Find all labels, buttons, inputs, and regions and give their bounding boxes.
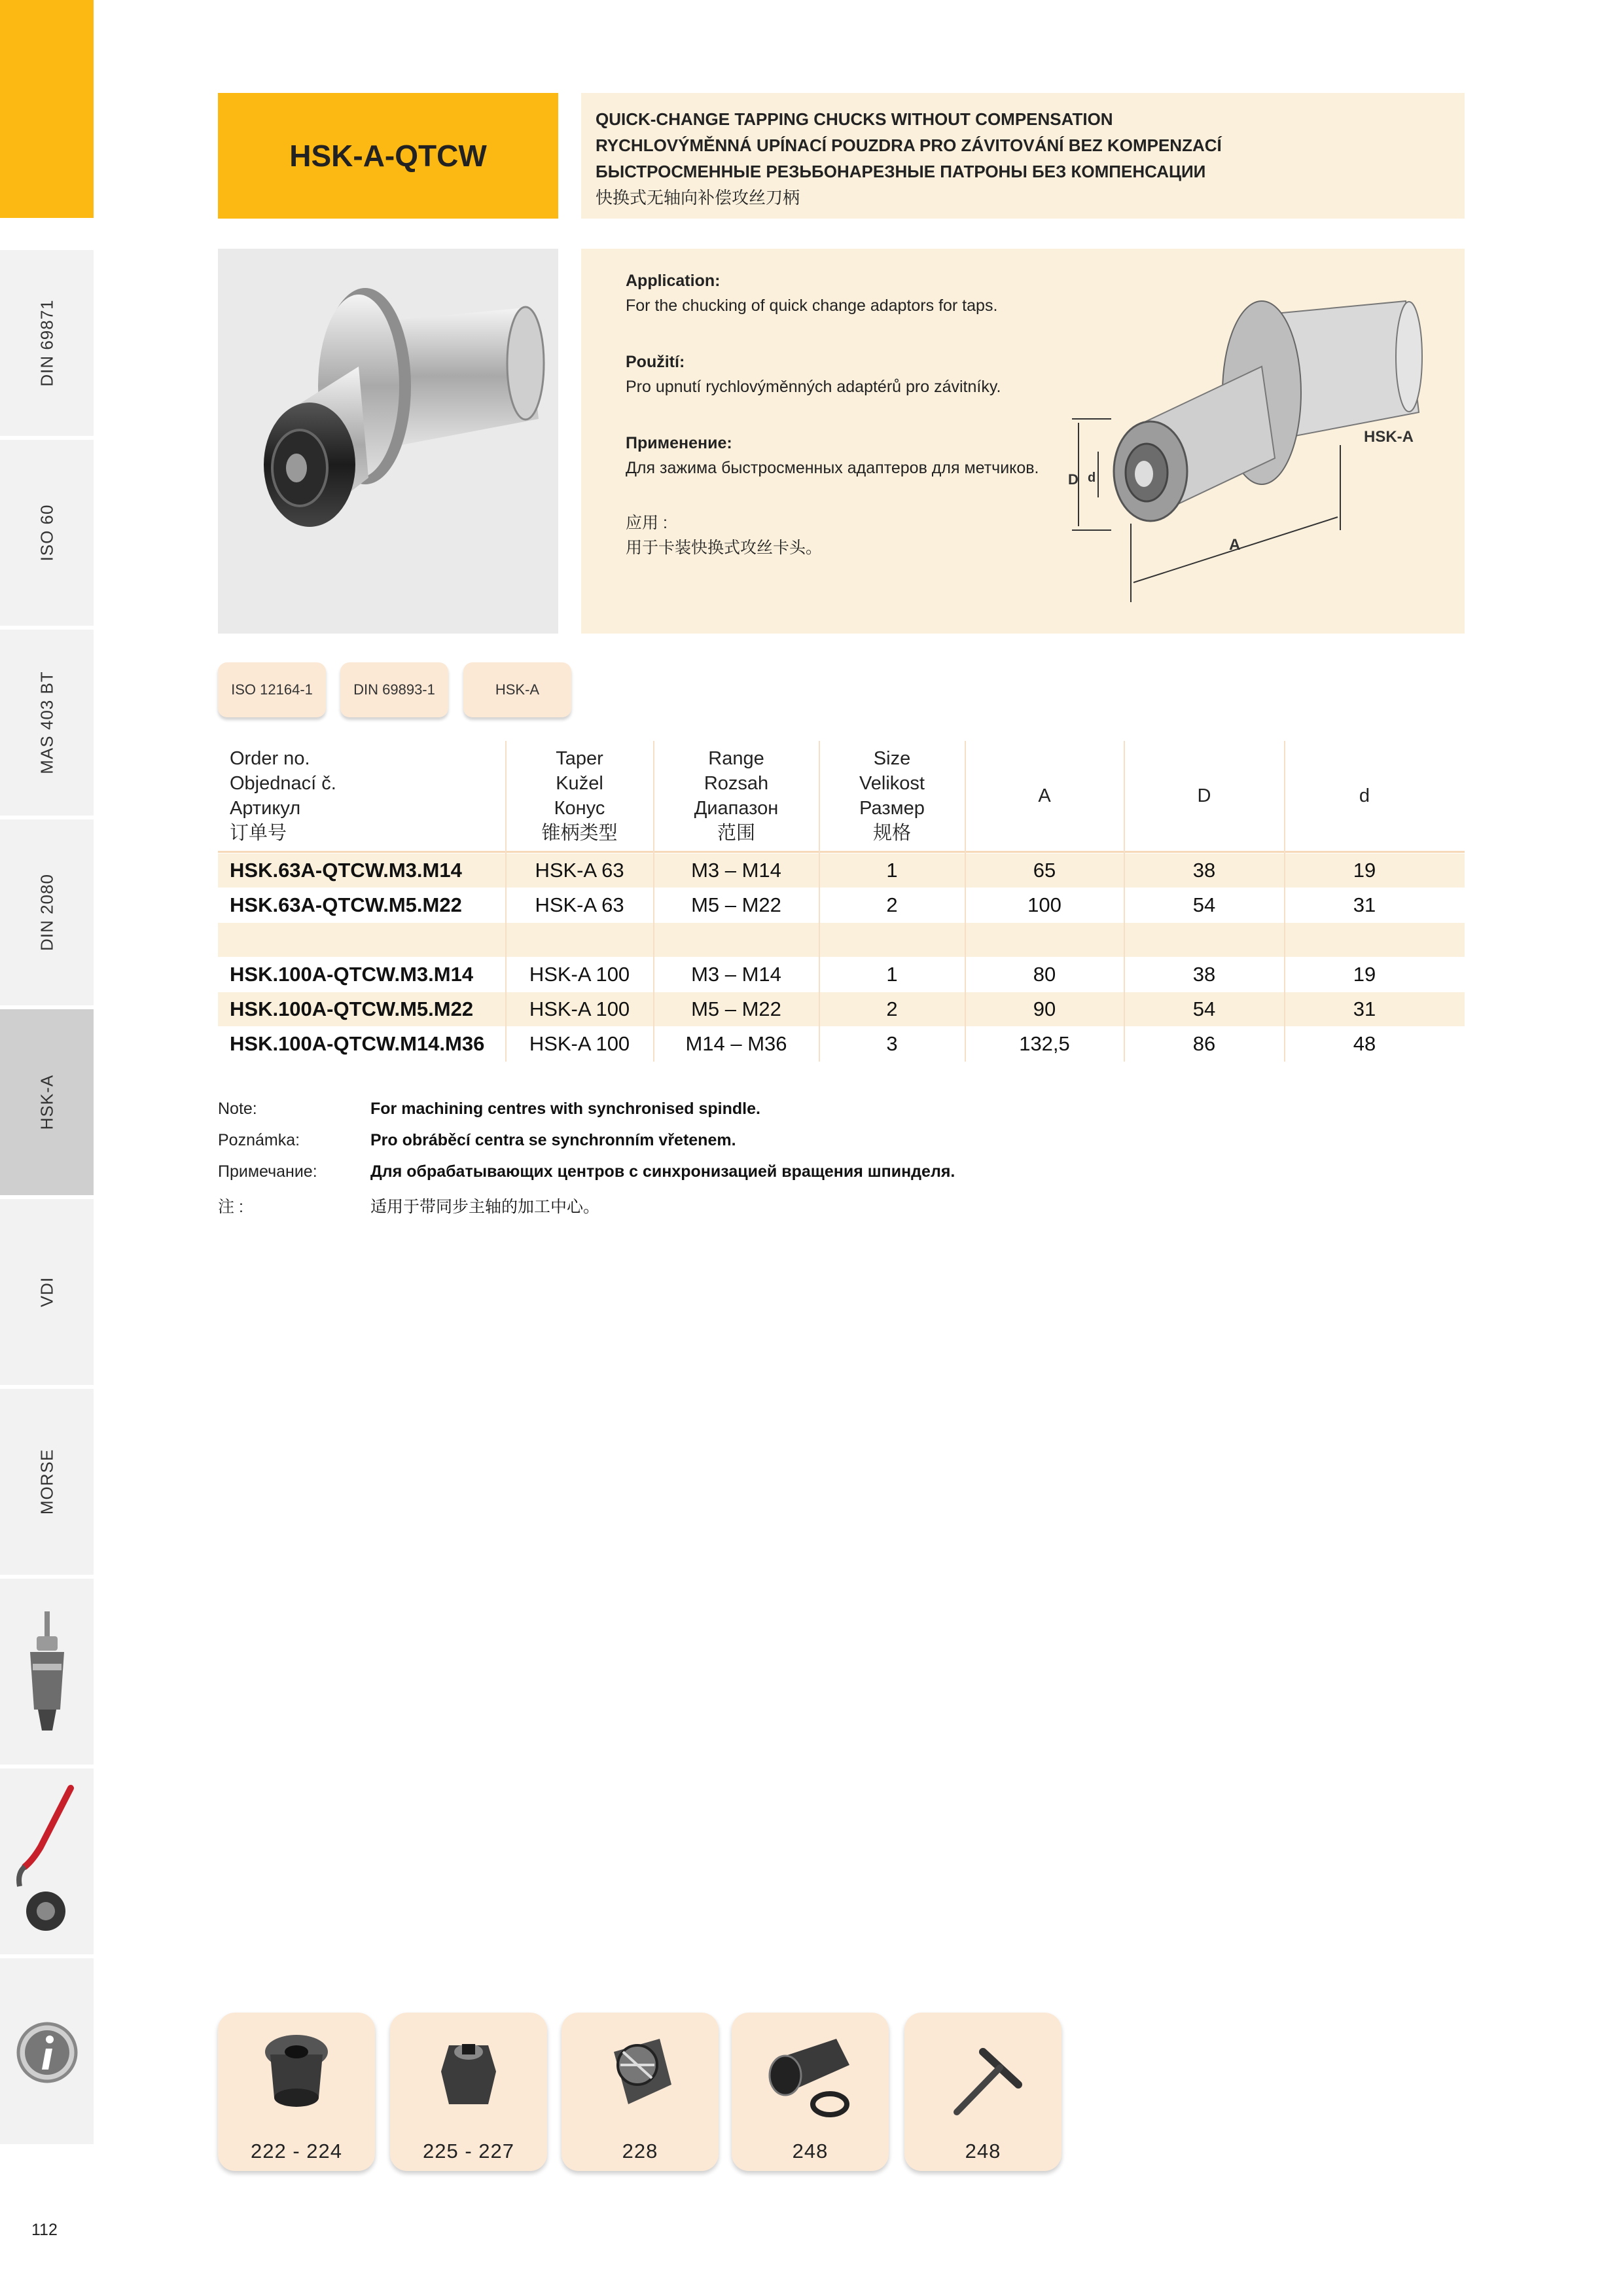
column-divider (653, 741, 654, 1062)
application-cn-heading: 应用 : (626, 514, 668, 532)
sidebar-tab-label: DIN 69871 (37, 299, 56, 387)
sidebar (0, 0, 94, 2179)
sidebar-tab-label: HSK-A (37, 1074, 56, 1130)
drill-chuck-icon (0, 1579, 94, 1767)
cell-range: M14 – M36 (685, 1032, 787, 1055)
table-row-spacer (218, 923, 1465, 957)
cell-d: 19 (1353, 963, 1376, 986)
header-range (654, 741, 819, 851)
cell-d: 31 (1353, 893, 1376, 916)
diagram-label-hsk: HSK-A (1364, 428, 1414, 446)
diagram-label-A: A (1229, 536, 1241, 554)
accessory-link-extension-ring[interactable] (732, 2013, 889, 2171)
header-D (1124, 741, 1284, 851)
cell-D: 54 (1192, 997, 1216, 1020)
cell-D: 54 (1192, 893, 1216, 916)
table-row (218, 992, 1465, 1026)
note-label-cn: 注 : (218, 1198, 243, 1216)
header-d-label: d (1359, 785, 1370, 806)
note-text-ru: Для обрабатывающих центров с синхронизацией вращения шпинделя. (370, 1162, 955, 1181)
cell-range: M5 – M22 (691, 893, 781, 916)
sidebar-tab-label: VDI (37, 1276, 56, 1308)
table-row (218, 958, 1465, 992)
sidebar-tab-label: MORSE (37, 1448, 56, 1515)
collet-adaptor-icon (594, 2026, 686, 2124)
application-panel (581, 249, 1465, 634)
diagram-label-d: d (1088, 471, 1096, 485)
header-taper (506, 741, 653, 851)
cell-size: 1 (886, 859, 898, 882)
application-cn-text: 用于卡装快换式攻丝卡头。 (626, 539, 823, 557)
cell-size: 3 (886, 1032, 898, 1055)
cell-order: HSK.100A-QTCW.M14.M36 (230, 1032, 485, 1055)
cell-d: 48 (1353, 1032, 1376, 1055)
cell-taper: HSK-A 100 (529, 1032, 630, 1055)
header-order-cz: Objednací č. (230, 773, 336, 794)
column-divider (1284, 741, 1285, 1062)
cell-d: 31 (1353, 997, 1376, 1020)
sidebar-tab-hsk-a[interactable] (0, 1007, 94, 1195)
header-taper-ru: Конус (554, 798, 605, 819)
column-divider (819, 741, 820, 1062)
note-text-cz: Pro obráběcí centra se synchronním vřetenem. (370, 1131, 736, 1149)
sidebar-tab-wrenches[interactable] (0, 1766, 94, 1954)
application-cz-text: Pro upnutí rychlovýměnných adaptérů pro závitníky. (626, 378, 1001, 396)
sidebar-tab-din-2080[interactable] (0, 817, 94, 1005)
cell-range: M3 – M14 (691, 963, 781, 986)
application-en-text: For the chucking of quick change adaptors for taps. (626, 296, 998, 315)
cell-size: 2 (886, 893, 898, 916)
sidebar-tab-label: ISO 60 (37, 504, 56, 562)
header-size (819, 741, 965, 851)
header-range-ru: Диапазон (694, 798, 779, 819)
sidebar-tab-mas-403-bt[interactable] (0, 627, 94, 816)
header-size-ru: Размер (859, 798, 925, 819)
header-range-cn: 范围 (717, 823, 755, 844)
header-D-label: D (1197, 785, 1211, 806)
application-cn (626, 511, 822, 560)
header-order-ru: Артикул (230, 798, 301, 819)
column-divider (965, 741, 966, 1062)
diagram-label-D: D (1068, 471, 1079, 488)
cell-a: 90 (1033, 997, 1056, 1020)
application-ru: Применение: Для зажима быстросменных адаптеров для метчиков. (626, 431, 1039, 480)
column-divider (505, 741, 507, 1062)
accessory-link-collet-adaptor[interactable] (562, 2013, 719, 2171)
cell-D: 38 (1192, 859, 1216, 882)
column-divider (1124, 741, 1125, 1062)
dimension-drawing (1065, 275, 1445, 609)
info-icon (0, 1958, 94, 2147)
accessory-link-tap-adaptor[interactable] (218, 2013, 375, 2171)
sidebar-tab-din-69871[interactable] (0, 247, 94, 436)
tap-adaptor-icon (251, 2026, 342, 2124)
header-a (965, 741, 1124, 851)
sidebar-tab-info[interactable] (0, 1956, 94, 2144)
cell-range: M3 – M14 (691, 859, 781, 882)
sidebar-tab-label: DIN 2080 (37, 874, 56, 951)
accessory-link-tap-adaptor-clutch[interactable] (390, 2013, 547, 2171)
title-ru: БЫСТРОСМЕННЫЕ РЕЗЬБОНАРЕЗНЫЕ ПАТРОНЫ БЕЗ КОМПЕНСАЦИИ (596, 162, 1206, 181)
header-order (230, 741, 491, 851)
cell-taper: HSK-A 100 (529, 963, 630, 986)
accessory-pages: 225 - 227 (423, 2140, 514, 2162)
cell-order: HSK.63A-QTCW.M5.M22 (230, 893, 462, 916)
table-row (218, 888, 1465, 922)
header-d (1285, 741, 1444, 851)
cell-taper: HSK-A 100 (529, 997, 630, 1020)
header-order-cn: 订单号 (230, 823, 287, 844)
note-label-en: Note: (218, 1100, 257, 1118)
sidebar-tab-drill-chucks[interactable] (0, 1576, 94, 1765)
title-block (581, 93, 1465, 219)
wrench-and-nut-icon (0, 1768, 94, 1957)
application-ru-heading: Применение (626, 434, 727, 452)
note-text-en: For machining centres with synchronised spindle. (370, 1100, 760, 1118)
title-cn: 快换式无轴向补偿攻丝刀柄 (596, 188, 800, 207)
accessory-pages: 248 (965, 2140, 1001, 2162)
header-taper-cn: 锥柄类型 (541, 823, 618, 844)
accessory-pages: 228 (622, 2140, 658, 2162)
header-size-cn: 规格 (872, 823, 911, 844)
note-text-cn: 适用于带同步主轴的加工中心。 (370, 1198, 600, 1216)
product-code-banner (218, 93, 558, 219)
accessory-link-t-key[interactable] (904, 2013, 1061, 2171)
header-size-en: Size (873, 748, 911, 769)
sidebar-tab-iso-60[interactable] (0, 437, 94, 626)
cell-D: 38 (1192, 963, 1216, 986)
cell-order: HSK.100A-QTCW.M3.M14 (230, 963, 474, 986)
standard-tag-iso-12164-1: ISO 12164-1 (218, 662, 326, 717)
sidebar-tab-vdi[interactable] (0, 1196, 94, 1385)
application-en-heading: Application (626, 272, 715, 290)
application-en: Application: For the chucking of quick change adaptors for taps. (626, 268, 997, 318)
standard-tag-hsk-a: HSK-A (463, 662, 571, 717)
cell-taper: HSK-A 63 (535, 859, 624, 882)
cell-order: HSK.100A-QTCW.M5.M22 (230, 997, 474, 1020)
sidebar-accent-block (0, 0, 94, 218)
cell-order: HSK.63A-QTCW.M3.M14 (230, 859, 462, 882)
header-divider (218, 851, 1465, 853)
application-cz: Použití: Pro upnutí rychlovýměnných adaptérů pro závitníky. (626, 350, 1001, 399)
tapping-chuck-photo (218, 249, 558, 634)
tap-adaptor-clutch-icon (423, 2026, 514, 2124)
header-a-label: A (1038, 785, 1051, 806)
accessory-pages: 222 - 224 (251, 2140, 342, 2162)
cell-range: M5 – M22 (691, 997, 781, 1020)
cell-d: 19 (1353, 859, 1376, 882)
header-taper-en: Taper (556, 748, 603, 769)
cell-taper: HSK-A 63 (535, 893, 624, 916)
header-range-en: Range (708, 748, 764, 769)
header-order-en: Order no. (230, 748, 310, 769)
cell-a: 65 (1033, 859, 1056, 882)
cell-a: 100 (1027, 893, 1061, 916)
title-cz: RYCHLOVÝMĚNNÁ UPÍNACÍ POUZDRA PRO ZÁVITOVÁNÍ BEZ KOMPENZACÍ (596, 135, 1222, 155)
cell-a: 132,5 (1019, 1032, 1070, 1055)
sidebar-tab-morse[interactable] (0, 1386, 94, 1575)
t-key-icon (937, 2026, 1029, 2124)
sidebar-tab-label: MAS 403 BT (37, 671, 56, 774)
header-taper-cz: Kužel (556, 773, 603, 794)
page-number: 112 (31, 2221, 58, 2239)
product-code: HSK-A-QTCW (289, 139, 487, 173)
table-header (218, 741, 1465, 851)
table-row (218, 853, 1465, 888)
product-photo (218, 249, 558, 634)
cell-D: 86 (1192, 1032, 1216, 1055)
title-en: QUICK-CHANGE TAPPING CHUCKS WITHOUT COMPENSATION (596, 109, 1113, 129)
accessory-pages: 248 (792, 2140, 829, 2162)
standard-tag-din-69893-1: DIN 69893-1 (340, 662, 448, 717)
application-ru-text: Для зажима быстросменных адаптеров для метчиков. (626, 459, 1039, 477)
header-range-cz: Rozsah (704, 773, 769, 794)
cell-size: 1 (886, 963, 898, 986)
table-row (218, 1027, 1465, 1061)
cell-size: 2 (886, 997, 898, 1020)
note-label-cz: Poznámka: (218, 1131, 300, 1149)
cell-a: 80 (1033, 963, 1056, 986)
note-label-ru: Примечание: (218, 1162, 317, 1181)
header-size-cz: Velikost (859, 773, 925, 794)
extension-with-ring-icon (764, 2026, 856, 2124)
application-cz-heading: Použití (626, 353, 679, 371)
